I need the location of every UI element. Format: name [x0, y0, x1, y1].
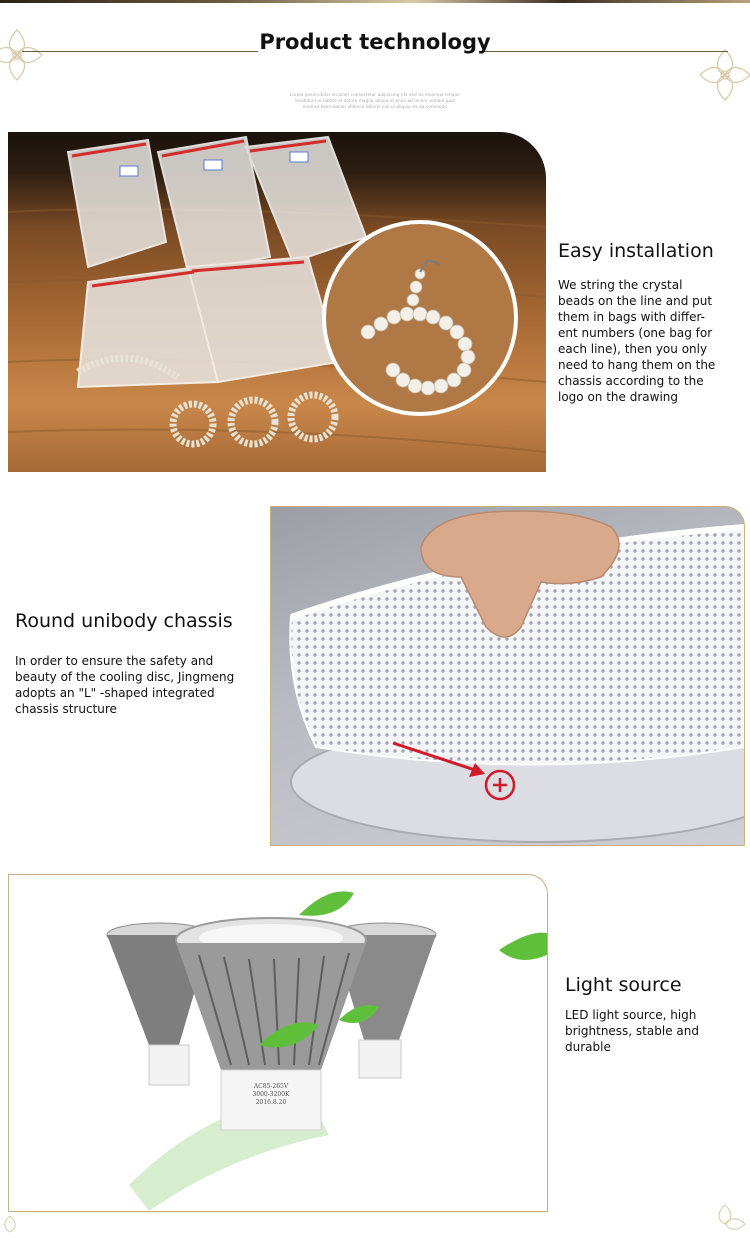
tiny-caption-line-3: nostrud exercitation ullamco laboris nisi ut aliquip ex ea commodo: [302, 104, 448, 109]
led-bulbs-photo: [8, 874, 548, 1212]
feature-heading-easy-installation: Easy installation: [558, 240, 714, 262]
floral-ornament-bottom-right-icon: [700, 1200, 750, 1238]
bulb-label-line-2: 3000-3200K: [252, 1091, 290, 1098]
feature-text-light-source: LED light source, high brightness, stable and durable: [565, 1008, 699, 1054]
feature-heading-round-chassis: Round unibody chassis: [15, 610, 233, 632]
section-title: Product technology: [259, 30, 491, 54]
led-bulbs-illustration: [9, 875, 547, 1211]
bulb-label-line-3: 2016.8.20: [255, 1099, 287, 1106]
feature-text-easy-installation: We string the crystal beads on the line and put them in bags with differ-ent numbers (one bag for each line), then you only need to hang them on the chassis according to the logo on the drawing: [558, 278, 716, 404]
chassis-illustration: [271, 507, 744, 845]
tiny-caption: [240, 92, 510, 110]
crystal-beads-illustration: [8, 132, 546, 472]
feature-heading-light-source: Light source: [565, 974, 682, 996]
crystal-beads-photo: [8, 132, 546, 472]
feature-text-round-chassis: In order to ensure the safety and beauty of the cooling disc, Jingmeng adopts an "L" -shaped integrated chassis structure: [15, 654, 235, 716]
top-strip: [0, 0, 750, 3]
bulb-label: [241, 1083, 301, 1107]
chassis-photo: [270, 506, 745, 846]
tiny-caption-line-2: incididunt ut labore et dolore magna aliqua ut enim ad minim veniam quis: [295, 98, 455, 103]
tiny-caption-line-1: Lorem ipsum dolor sit amet consectetur adipiscing elit sed do eiusmod tempor: [289, 92, 461, 97]
bulb-label-line-1: AC85-265V: [253, 1083, 289, 1090]
floral-ornament-bottom-left-icon: [0, 1212, 30, 1238]
